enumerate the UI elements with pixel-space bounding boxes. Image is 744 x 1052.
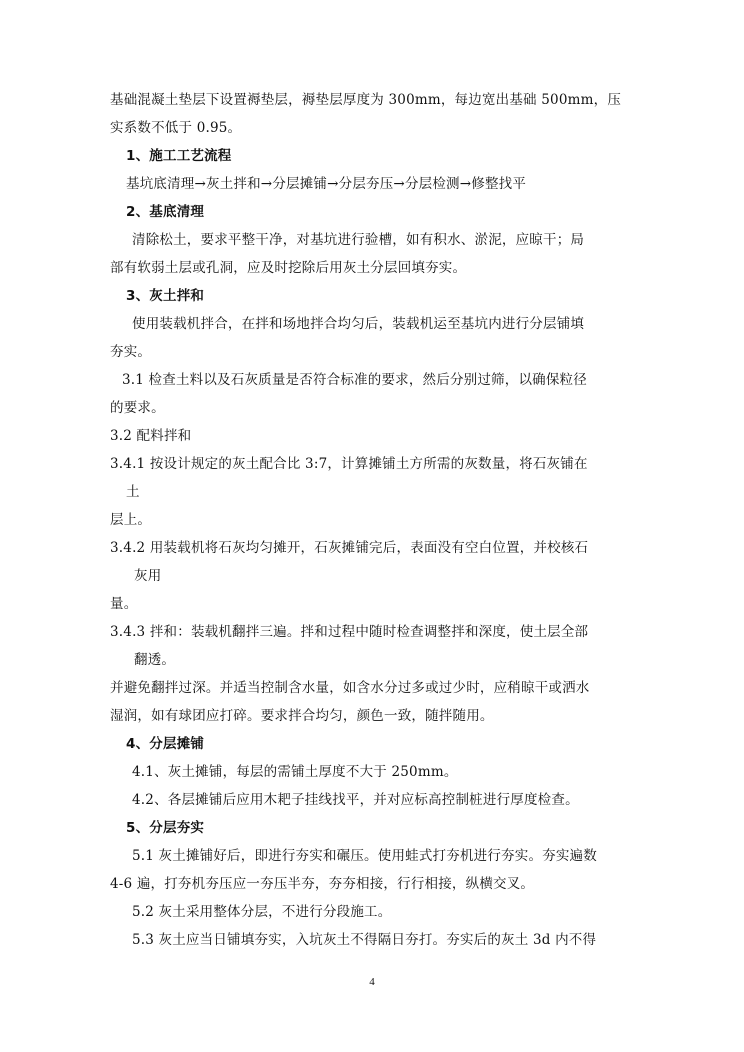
paragraph-line: 4.1、灰土摊铺，每层的需铺土厚度不大于 250mm。 — [132, 764, 458, 780]
paragraph-line: 3.2 配料拌和 — [110, 428, 192, 444]
paragraph-line: 4-6 遍，打夯机夯压应一夯压半夯，夯夯相接，行行相接，纵横交叉。 — [110, 876, 535, 892]
paragraph-line: 实系数不低于 0.95。 — [110, 120, 242, 136]
paragraph-line: 5.1 灰土摊铺好后，即进行夯实和碾压。使用蛙式打夯机进行夯实。夯实遍数 — [132, 848, 597, 864]
section-heading: 1、施工工艺流程 — [126, 148, 232, 164]
section-heading: 4、分层摊铺 — [126, 736, 205, 752]
paragraph-line: 5.2 灰土采用整体分层，不进行分段施工。 — [132, 904, 392, 920]
section-heading: 5、分层夯实 — [126, 820, 205, 836]
paragraph-line: 量。 — [110, 596, 138, 612]
paragraph-line: 3.4.2 用装载机将石灰均匀摊开，石灰摊铺完后，表面没有空白位置，并校核石 — [110, 540, 589, 556]
paragraph-line: 湿润，如有球团应打碎。要求拌合均匀，颜色一致，随拌随用。 — [110, 708, 494, 724]
paragraph-line: 层上。 — [110, 512, 152, 528]
section-heading: 3、灰土拌和 — [126, 288, 205, 304]
paragraph-line: 3.1 检查土料以及石灰质量是否符合标准的要求，然后分别过筛，以确保粒径 — [122, 372, 587, 388]
paragraph-line: 的要求。 — [110, 400, 165, 416]
paragraph-line: 并避免翻拌过深。并适当控制含水量，如含水分过多或过少时，应稍晾干或洒水 — [110, 680, 590, 696]
paragraph-line: 清除松土，要求平整干净，对基坑进行验槽，如有积水、淤泥，应晾干；局 — [132, 232, 585, 248]
page-number: 4 — [369, 976, 375, 988]
paragraph-line: 灰用 — [134, 568, 162, 584]
paragraph-line: 夯实。 — [110, 344, 152, 360]
paragraph-line: 5.3 灰土应当日铺填夯实，入坑灰土不得隔日夯打。夯实后的灰土 3d 内不得 — [132, 932, 597, 948]
paragraph-line: 3.4.1 按设计规定的灰土配合比 3:7，计算摊铺土方所需的灰数量，将石灰铺在 — [110, 456, 588, 472]
paragraph-line: 基础混凝土垫层下设置褥垫层，褥垫层厚度为 300mm，每边宽出基础 500mm，压 — [110, 92, 622, 108]
paragraph-line: 翻透。 — [134, 652, 176, 668]
paragraph-line: 土 — [126, 484, 140, 500]
paragraph-line: 4.2、各层摊铺后应用木耙子挂线找平，并对应标高控制桩进行厚度检查。 — [132, 792, 579, 808]
paragraph-line: 基坑底清理→灰土拌和→分层摊铺→分层夯压→分层检测→修整找平 — [126, 176, 527, 192]
paragraph-line: 3.4.3 拌和：装载机翻拌三遍。拌和过程中随时检查调整拌和深度，使土层全部 — [110, 624, 589, 640]
section-heading: 2、基底清理 — [126, 204, 205, 220]
paragraph-line: 使用装载机拌合，在拌和场地拌合均匀后，装载机运至基坑内进行分层铺填 — [132, 316, 585, 332]
paragraph-line: 部有软弱土层或孔洞，应及时挖除后用灰土分层回填夯实。 — [110, 260, 467, 276]
